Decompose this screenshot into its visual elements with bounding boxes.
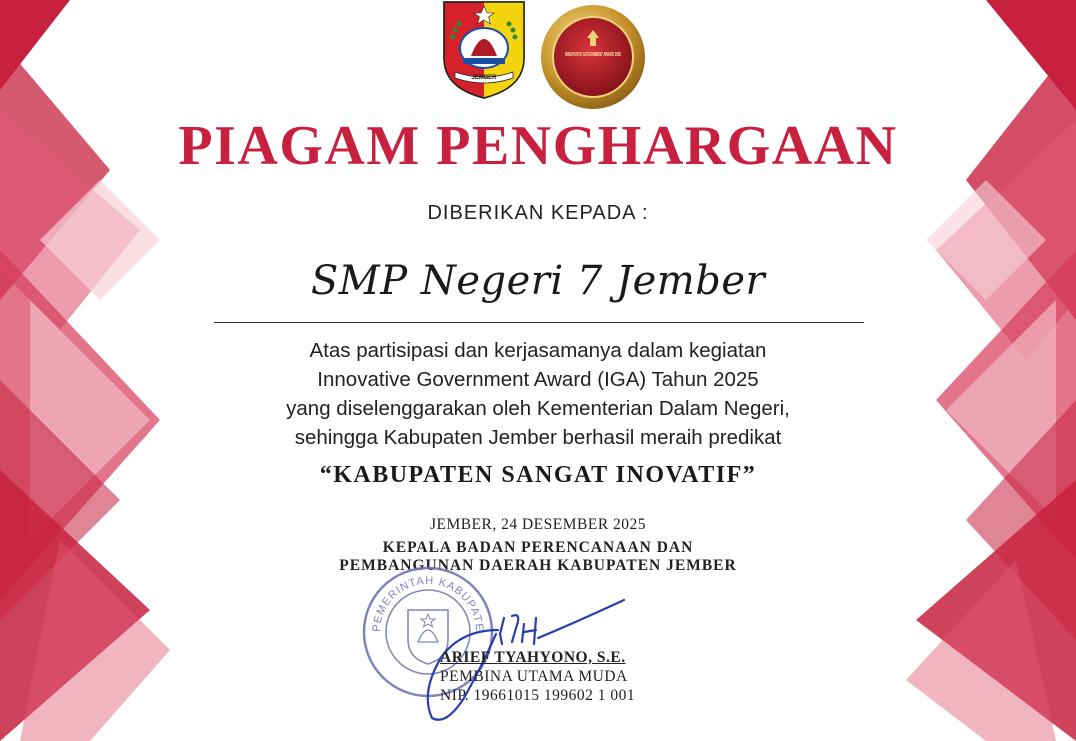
- official-position: [0, 539, 1076, 575]
- position-line: PEMBANGUNAN DAERAH KABUPATEN JEMBER: [339, 557, 737, 574]
- place-date: JEMBER, 24 DESEMBER 2025: [429, 516, 647, 533]
- award-seal-text: INNOVATIVE GOVERNMENT AWARD 2025: [565, 52, 622, 58]
- body-line: Atas partisipasi dan kerjasamanya dalam kegiatan: [309, 339, 767, 362]
- stamp-text: PEMERINTAH KABUPATE: [370, 574, 486, 633]
- regency-emblem-text: JEMBER: [471, 75, 497, 81]
- recipient-name: SMP Negeri 7 Jember: [310, 258, 766, 304]
- predicate-title: “KABUPATEN SANGAT INOVATIF”: [319, 462, 757, 488]
- signer-block: [440, 648, 635, 705]
- innovative-government-award-seal: [538, 2, 648, 112]
- body-line: Innovative Government Award (IGA) Tahun 2025: [317, 368, 759, 391]
- position-line: KEPALA BADAN PERENCANAAN DAN: [382, 539, 694, 556]
- certificate-title: PIAGAM PENGHARGAAN: [178, 115, 898, 177]
- given-to-label: DIBERIKAN KEPADA :: [427, 202, 649, 224]
- signer-nip: NIP. 19661015 199602 1 001: [440, 687, 636, 704]
- certificate-body: [0, 336, 1076, 452]
- body-line: sehingga Kabupaten Jember berhasil meraih predikat: [294, 426, 782, 449]
- signer-name: ARIEF TYAHYONO, S.E.: [440, 649, 626, 666]
- recipient-underline: [214, 322, 864, 323]
- signer-rank: PEMBINA UTAMA MUDA: [440, 668, 628, 685]
- jember-regency-emblem: [441, 0, 527, 100]
- body-line: yang diselenggarakan oleh Kementerian Dalam Negeri,: [286, 397, 790, 420]
